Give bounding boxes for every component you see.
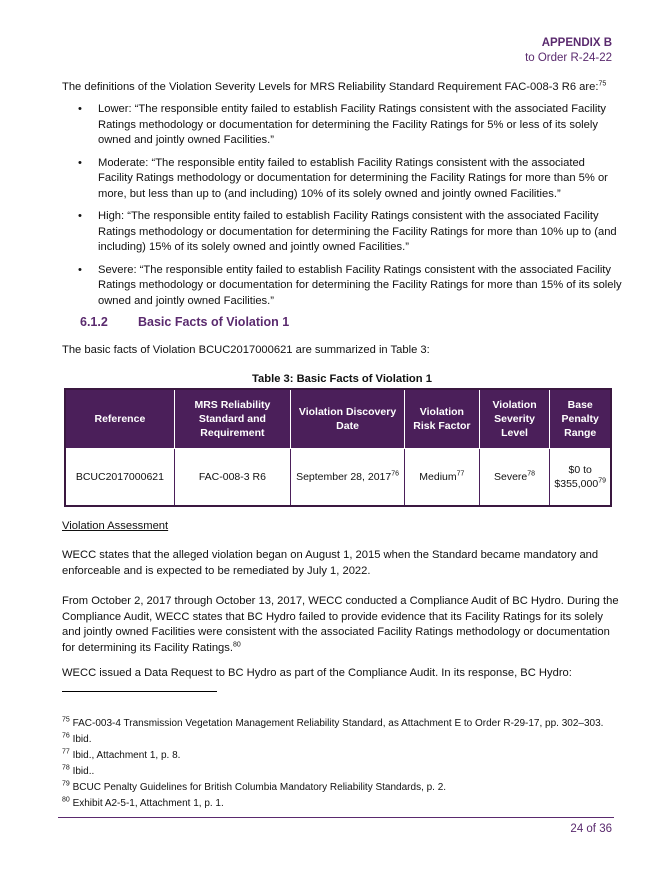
bullet-text: Severe: “The responsible entity failed to establish Facility Ratings consistent with the associated Facility Ratings methodology or documentation for determining the Facility Ratings for more than 15% of its solely owned and jointly owned Facilities.” — [98, 263, 622, 307]
basic-facts-table — [64, 388, 612, 507]
order-reference: to Order R-24-22 — [525, 52, 612, 64]
bullet-marker: • — [78, 210, 82, 222]
cell-penalty-range — [550, 449, 611, 507]
table-caption: Table 3: Basic Facts of Violation 1 — [252, 373, 432, 385]
table-row — [65, 449, 611, 507]
footnote-ref[interactable]: 77 — [456, 470, 465, 478]
footnote-text: Ibid.. — [72, 766, 95, 777]
header-reference: Reference — [65, 389, 174, 449]
table-header-row — [65, 389, 611, 449]
severity-level-list — [62, 102, 622, 316]
footnote-ref[interactable]: 79 — [598, 477, 606, 485]
footnote — [62, 796, 622, 812]
footnote-ref[interactable]: 76 — [391, 470, 400, 478]
footnote-number: 80 — [62, 796, 70, 804]
footnote — [62, 716, 622, 732]
list-item — [62, 263, 622, 310]
list-item — [62, 209, 622, 256]
bullet-text: High: “The responsible entity failed to establish Facility Ratings consistent with the associated Facility Ratings methodology or documentation for determining the Facility Ratings for more than 10% up to (and including) 15% of its solely owned and jointly owned Facilities.” — [98, 210, 617, 253]
cell-standard: FAC-008-3 R6 — [174, 449, 290, 507]
appendix-header — [525, 36, 612, 66]
footnotes — [62, 716, 622, 812]
cell-risk-factor — [405, 449, 480, 507]
penalty-text: $0 to $355,000 — [554, 464, 599, 490]
page-number: 24 of 36 — [570, 823, 612, 835]
footnote-text: Ibid. — [72, 734, 92, 745]
footnote-number: 79 — [62, 780, 70, 788]
footnote-divider — [62, 691, 217, 692]
footnote — [62, 748, 622, 764]
risk-text: Medium — [419, 471, 457, 483]
footnote-text: Ibid., Attachment 1, p. 8. — [72, 750, 181, 761]
assessment-text: From October 2, 2017 through October 13, 2017, WECC conducted a Compliance Audit of BC Hydro. During the Compliance Audit, WECC states that BC Hydro failed to provide evidence that its Facility Ratings for its solely and jointly owned Facilities were consistent with the associated Facility Ratings methodology or documentation for determining its Facility Ratings. — [62, 595, 619, 654]
bullet-marker: • — [78, 263, 82, 276]
section-title: Basic Facts of Violation 1 — [138, 315, 290, 329]
intro-text: The definitions of the Violation Severity Levels for MRS Reliability Standard Requirement FAC-008-3 R6 are: — [62, 81, 599, 93]
header-standard: MRS Reliability Standard and Requirement — [174, 389, 290, 449]
footnote — [62, 764, 622, 780]
bullet-marker: • — [78, 103, 82, 115]
footnote-number: 76 — [62, 732, 70, 740]
footnote-number: 75 — [62, 716, 70, 724]
footnote-text: Exhibit A2-5-1, Attachment 1, p. 1. — [72, 798, 224, 809]
footer-divider — [58, 817, 614, 818]
footnote — [62, 732, 622, 748]
cell-discovery-date — [291, 449, 405, 507]
section-number: 6.1.2 — [80, 315, 108, 329]
header-severity-level: Violation Severity Level — [479, 389, 550, 449]
header-penalty-range: Base Penalty Range — [550, 389, 611, 449]
footnote-ref[interactable]: 80 — [232, 640, 241, 648]
assessment-heading: Violation Assessment — [62, 520, 169, 532]
assessment-paragraph-1: WECC states that the alleged violation began on August 1, 2015 when the Standard became mandatory and enforceable and is expected to be remediated by July 1, 2022. — [62, 549, 599, 577]
date-text: September 28, 2017 — [296, 471, 392, 483]
footnote-text: BCUC Penalty Guidelines for British Columbia Mandatory Reliability Standards, p. 2. — [72, 782, 447, 793]
bullet-marker: • — [78, 156, 82, 169]
footnote-number: 77 — [62, 748, 70, 756]
appendix-label: APPENDIX B — [541, 37, 612, 49]
bullet-text: Lower: “The responsible entity failed to establish Facility Ratings consistent with the associated Facility Ratings methodology or documentation for determining the Facility Ratings for 5% or less of its solely owned and jointly owned Facilities.” — [98, 103, 607, 146]
footnote — [62, 780, 622, 796]
footnote-ref[interactable]: 75 — [598, 80, 607, 88]
footnote-ref[interactable]: 78 — [527, 470, 536, 478]
list-item — [62, 102, 622, 149]
list-item — [62, 156, 622, 203]
assessment-paragraph-3: WECC issued a Data Request to BC Hydro as part of the Compliance Audit. In its response, BC Hydro: — [62, 667, 572, 679]
footnote-number: 78 — [62, 764, 70, 772]
header-discovery-date: Violation Discovery Date — [291, 389, 405, 449]
bullet-text: Moderate: “The responsible entity failed to establish Facility Ratings consistent with the associated Facility Ratings methodology or documentation for determining the Facility Ratings for more than 5% or more, but less than up to (and including) 10% of its solely owned and jointly owned Facilities.” — [98, 156, 608, 200]
cell-reference: BCUC2017000621 — [65, 449, 174, 507]
severity-text: Severe — [494, 471, 528, 483]
footnote-text: FAC-003-4 Transmission Vegetation Management Reliability Standard, as Attachment E to Order R-29-17, pp. 302–303. — [72, 718, 604, 729]
intro-paragraph — [62, 80, 622, 96]
section-heading — [80, 315, 289, 329]
header-risk-factor: Violation Risk Factor — [405, 389, 480, 449]
assessment-paragraph-2 — [62, 594, 622, 656]
summary-paragraph: The basic facts of Violation BCUC2017000621 are summarized in Table 3: — [62, 344, 430, 356]
cell-severity-level — [479, 449, 550, 507]
